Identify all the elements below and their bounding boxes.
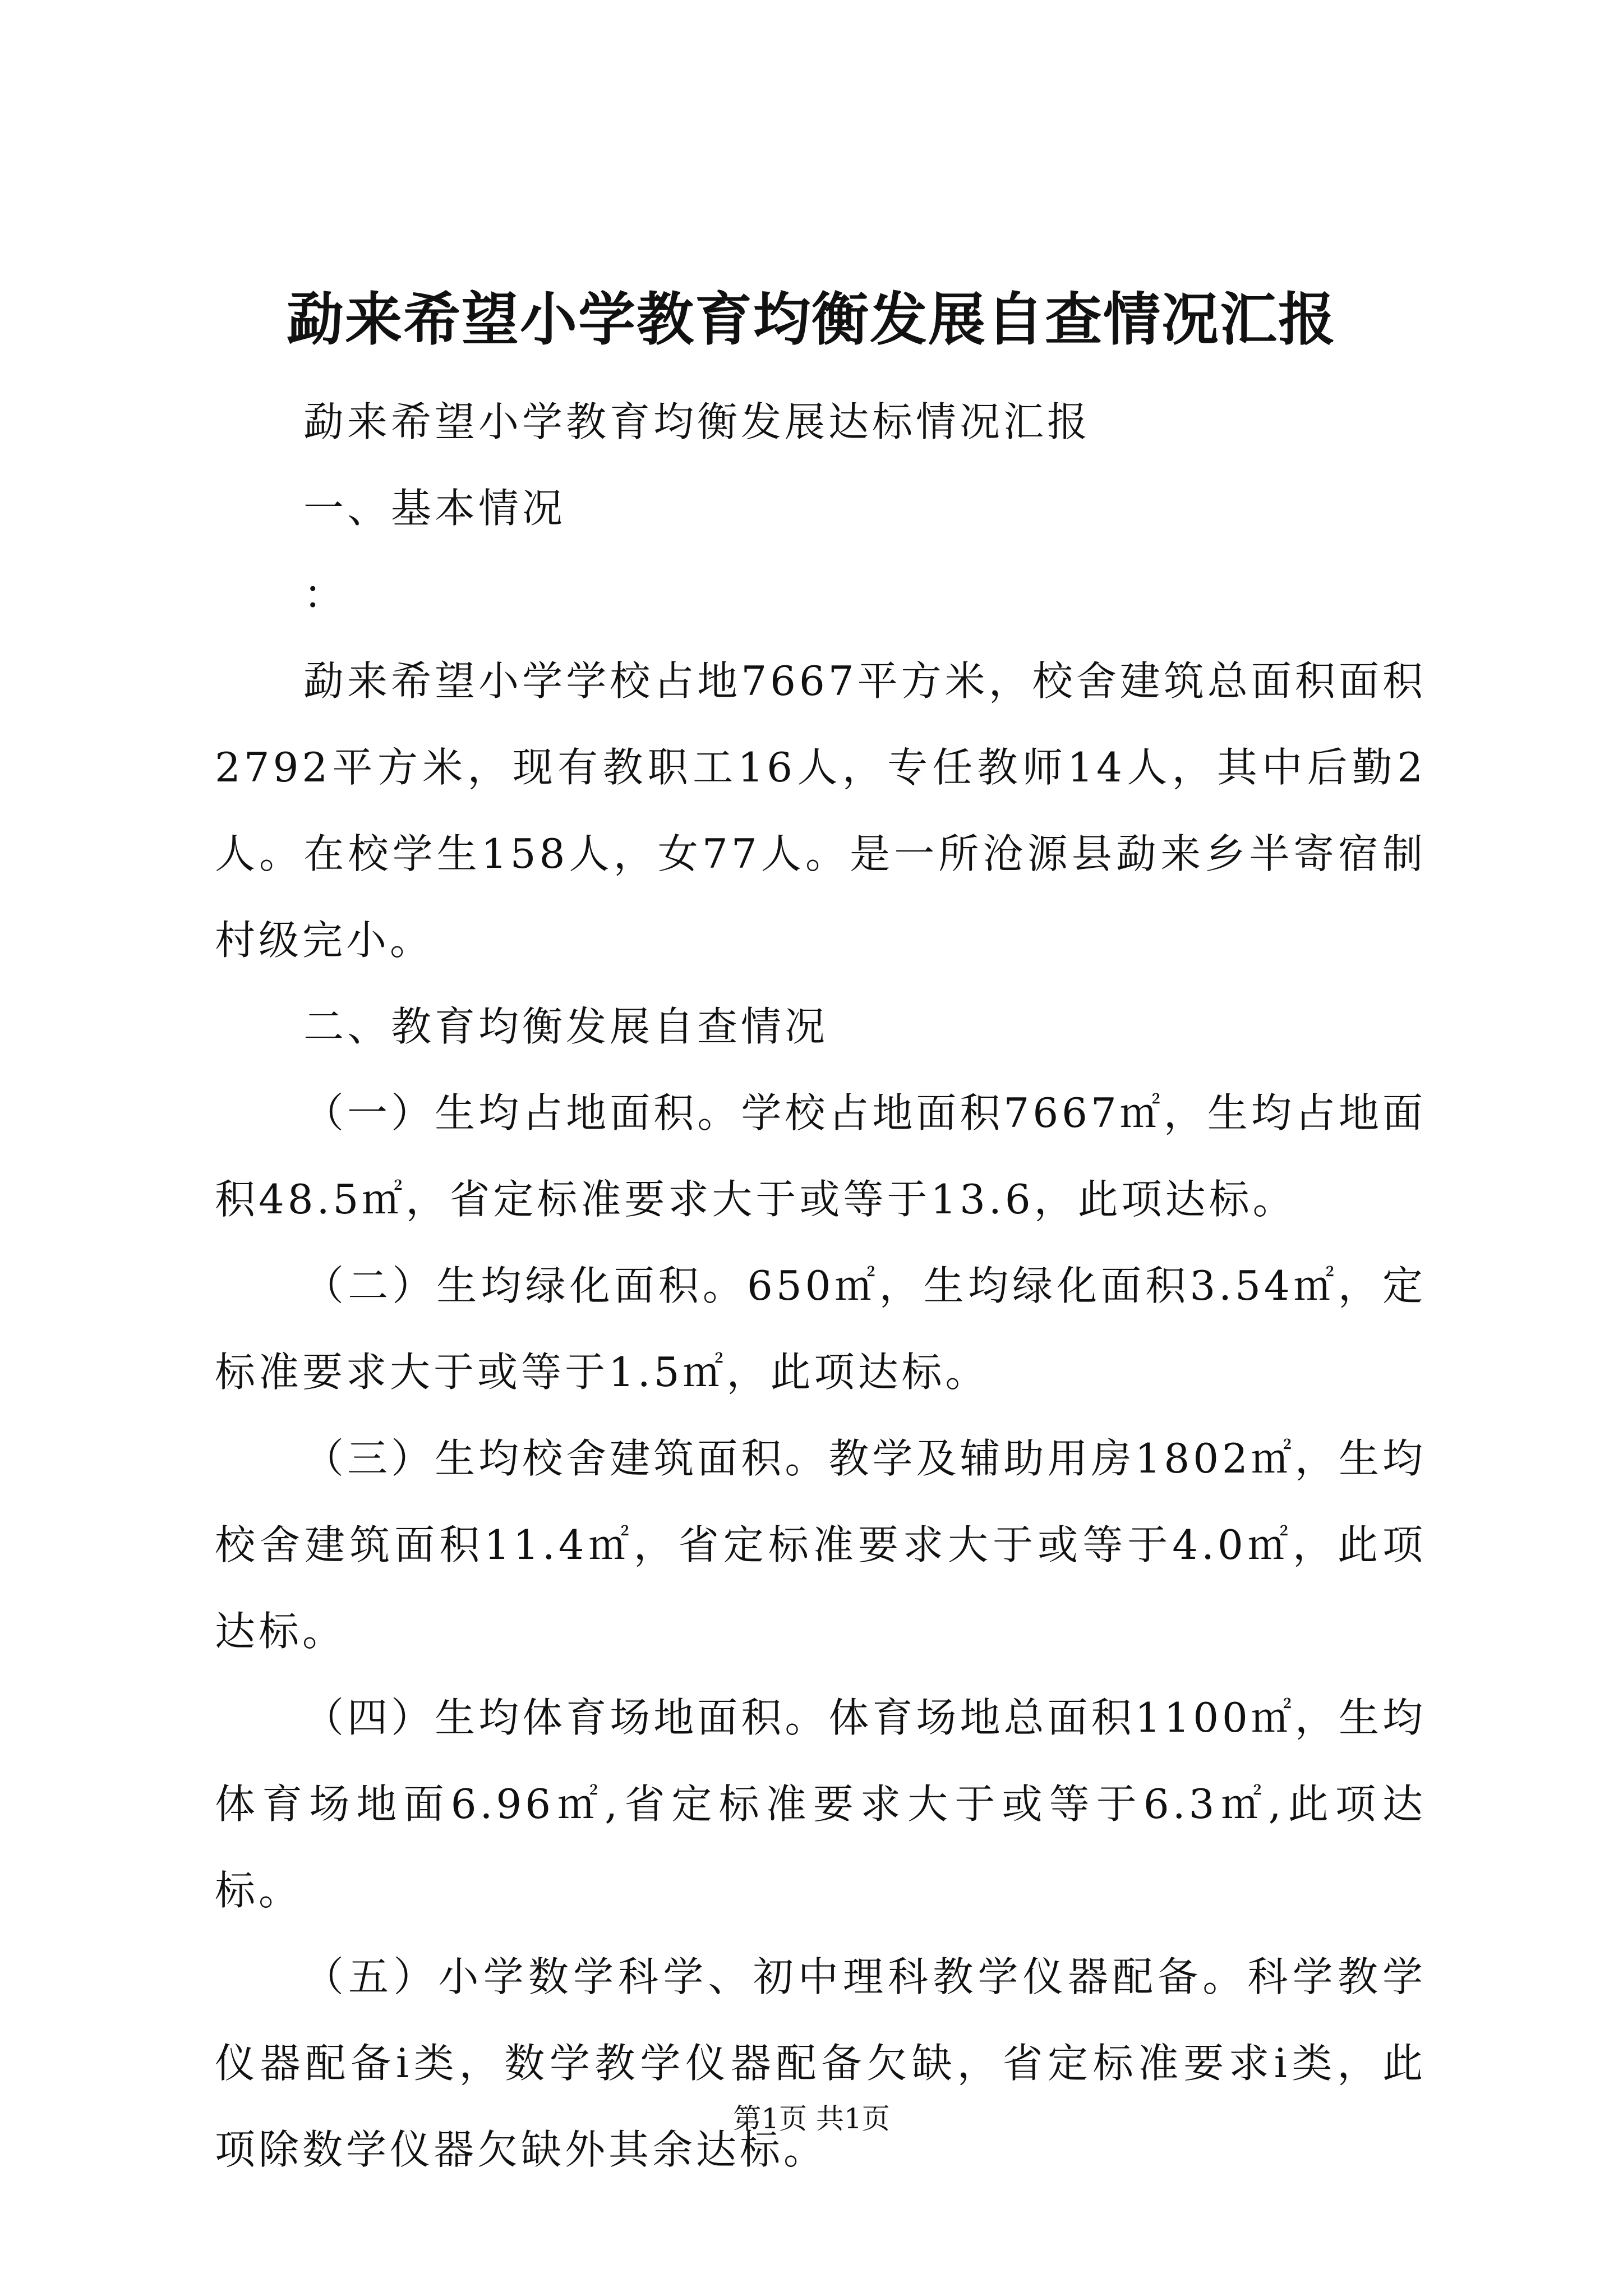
item-4-paragraph: （四）生均体育场地面积。体育场地总面积1100㎡，生均体育场地面6.96㎡,省定标准要求大于或等于6.3㎡,此项达标。: [215, 1694, 1426, 1914]
basic-info-paragraph: 勐来希望小学学校占地7667平方米，校舍建筑总面积面积2792平方米，现有教职工16人，专任教师14人，其中后勤2人。在校学生158人，女77人。是一所沧源县勐来乡半寄宿制村级完小。: [215, 657, 1426, 964]
subtitle-paragraph: 勐来希望小学教育均衡发展达标情况汇报: [303, 398, 1091, 445]
document-title: 勐来希望小学教育均衡发展自查情况汇报: [287, 286, 1336, 353]
document-body: [215, 379, 1426, 2193]
colon-paragraph: ：: [303, 571, 348, 618]
section-heading-selfcheck: 二、教育均衡发展自查情况: [303, 1003, 829, 1050]
item-5-paragraph: （五）小学数学科学、初中理科教学仪器配备。科学教学仪器配备ⅰ类，数学教学仪器配备欠缺，省定标准要求ⅰ类，此项除数学仪器欠缺外其余达标。: [215, 1953, 1426, 2173]
item-1-paragraph: （一）生均占地面积。学校占地面积7667㎡，生均占地面积48.5㎡，省定标准要求大于或等于13.6，此项达标。: [215, 1089, 1426, 1223]
section-heading-basic: 一、基本情况: [303, 485, 566, 532]
item-3-paragraph: （三）生均校舍建筑面积。教学及辅助用房1802㎡，生均校舍建筑面积11.4㎡，省定标准要求大于或等于4.0㎡，此项达标。: [215, 1435, 1426, 1655]
page-footer: 第1页 共1页: [733, 2102, 890, 2135]
item-2-paragraph: （二）生均绿化面积。650㎡，生均绿化面积3.54㎡，定标准要求大于或等于1.5㎡，此项达标。: [215, 1262, 1426, 1396]
